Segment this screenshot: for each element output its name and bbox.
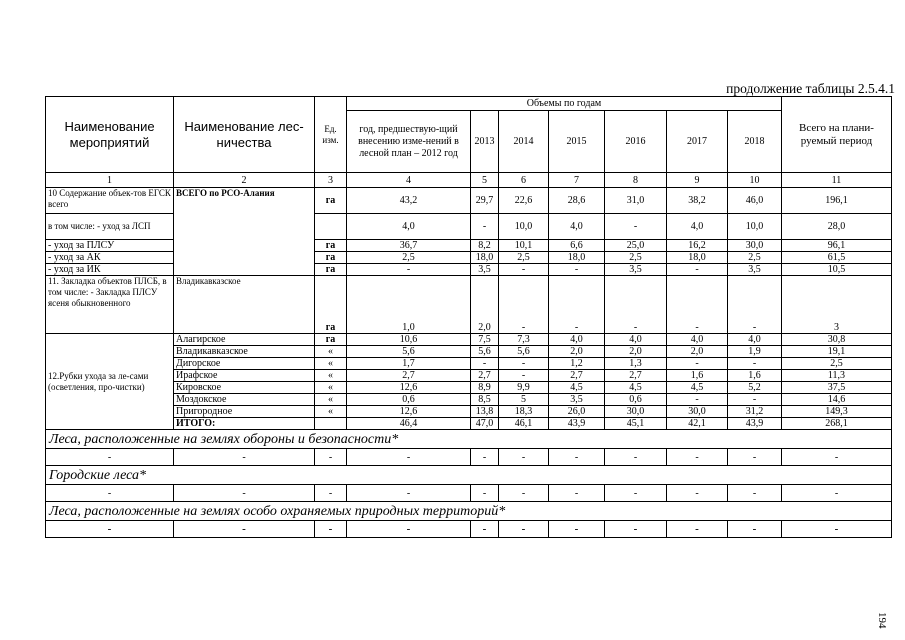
value-cell: 7,5	[471, 334, 499, 346]
unit-cell	[315, 418, 347, 430]
value-cell: 4,0	[605, 334, 667, 346]
dash-cell: -	[315, 449, 347, 466]
col-number: 3	[315, 173, 347, 188]
value-cell: 8,5	[471, 394, 499, 406]
value-cell: 8,9	[471, 382, 499, 394]
value-cell: 3,5	[605, 264, 667, 276]
col-number: 7	[549, 173, 605, 188]
measure-name: 12.Рубки ухода за ле-сами (осветления, про-чистки)	[46, 334, 174, 430]
unit-cell: «	[315, 382, 347, 394]
value-cell: -	[667, 264, 728, 276]
value-cell: 3,5	[549, 394, 605, 406]
header-2014: 2014	[499, 111, 549, 173]
col-number: 11	[782, 173, 892, 188]
value-cell: -	[347, 264, 471, 276]
measure-name: 10 Содержание объек-тов ЕГСК всего	[46, 188, 174, 214]
value-cell: 22,6	[499, 188, 549, 214]
dash-cell: -	[782, 521, 892, 538]
value-cell: 2,0	[605, 346, 667, 358]
value-cell: 5,6	[347, 346, 471, 358]
value-cell: 61,5	[782, 252, 892, 264]
value-cell: 5	[499, 394, 549, 406]
value-cell: 14,6	[782, 394, 892, 406]
value-cell: 2,5	[347, 252, 471, 264]
section-title-protected: Леса, расположенные на землях особо охраняемых природных территорий*	[46, 502, 892, 521]
value-cell: -	[605, 214, 667, 240]
value-cell: 5,6	[471, 346, 499, 358]
page-number: 194	[876, 612, 888, 629]
section-title-urban: Городские леса*	[46, 466, 892, 485]
value-cell: 0,6	[347, 394, 471, 406]
value-cell: 28,0	[782, 214, 892, 240]
value-cell: 10,6	[347, 334, 471, 346]
header-total: Всего на плани-руемый период	[782, 97, 892, 173]
col-number: 4	[347, 173, 471, 188]
empty-row	[46, 485, 892, 502]
value-cell: -	[499, 264, 549, 276]
header-2017: 2017	[667, 111, 728, 173]
value-cell: 10,0	[499, 214, 549, 240]
forestry-name: ВСЕГО по РСО-Алания	[174, 188, 315, 276]
value-cell: 2,7	[347, 370, 471, 382]
dash-cell: -	[499, 449, 549, 466]
unit-cell	[315, 214, 347, 240]
empty-row	[46, 521, 892, 538]
col-number: 1	[46, 173, 174, 188]
value-cell: 4,0	[728, 334, 782, 346]
unit-cell: «	[315, 370, 347, 382]
dash-cell: -	[605, 521, 667, 538]
value-cell: 268,1	[782, 418, 892, 430]
table-row	[46, 334, 892, 346]
value-cell: 149,3	[782, 406, 892, 418]
dash-cell: -	[667, 449, 728, 466]
forestry-name: Владикавказское	[174, 276, 315, 334]
value-cell: 10,0	[728, 214, 782, 240]
dash-cell: -	[499, 521, 549, 538]
dash-cell: -	[782, 485, 892, 502]
table-row	[46, 276, 892, 334]
value-cell: 4,0	[549, 334, 605, 346]
value-cell: 38,2	[667, 188, 728, 214]
value-cell: 1,6	[728, 370, 782, 382]
section-title-defense: Леса, расположенные на землях обороны и безопасности*	[46, 430, 892, 449]
unit-cell: га	[315, 276, 347, 334]
unit-cell: га	[315, 240, 347, 252]
unit-cell: «	[315, 406, 347, 418]
value-cell: 9,9	[499, 382, 549, 394]
dash-cell: -	[347, 449, 471, 466]
measure-name: в том числе: - уход за ЛСП	[46, 214, 174, 240]
dash-cell: -	[471, 521, 499, 538]
value-cell: -	[605, 276, 667, 334]
forestry-name: Ирафское	[174, 370, 315, 382]
value-cell: -	[471, 358, 499, 370]
value-cell: -	[667, 394, 728, 406]
header-volumes: Объемы по годам	[347, 97, 782, 111]
value-cell: 19,1	[782, 346, 892, 358]
dash-cell: -	[46, 521, 174, 538]
dash-cell: -	[174, 449, 315, 466]
dash-cell: -	[728, 449, 782, 466]
measure-name: - уход за АК	[46, 252, 174, 264]
dash-cell: -	[315, 485, 347, 502]
section-row	[46, 502, 892, 521]
value-cell: 10,5	[782, 264, 892, 276]
value-cell: 18,0	[667, 252, 728, 264]
dash-cell: -	[46, 449, 174, 466]
unit-cell: га	[315, 264, 347, 276]
dash-cell: -	[782, 449, 892, 466]
value-cell: 18,0	[471, 252, 499, 264]
header-2013: 2013	[471, 111, 499, 173]
col-number: 2	[174, 173, 315, 188]
value-cell: 31,2	[728, 406, 782, 418]
value-cell: 4,5	[667, 382, 728, 394]
value-cell: 26,0	[549, 406, 605, 418]
dash-cell: -	[347, 485, 471, 502]
value-cell: -	[549, 276, 605, 334]
empty-row	[46, 449, 892, 466]
dash-cell: -	[315, 521, 347, 538]
value-cell: 4,0	[667, 334, 728, 346]
value-cell: -	[499, 276, 549, 334]
measure-name: - уход за ПЛСУ	[46, 240, 174, 252]
value-cell: 31,0	[605, 188, 667, 214]
dash-cell: -	[174, 521, 315, 538]
measure-name: - уход за ИК	[46, 264, 174, 276]
value-cell: -	[728, 394, 782, 406]
value-cell: 43,2	[347, 188, 471, 214]
value-cell: 46,1	[499, 418, 549, 430]
value-cell: 1,9	[728, 346, 782, 358]
value-cell: 3	[782, 276, 892, 334]
value-cell: 2,7	[549, 370, 605, 382]
unit-cell: га	[315, 188, 347, 214]
value-cell: 5,2	[728, 382, 782, 394]
header-2018: 2018	[728, 111, 782, 173]
value-cell: 10,1	[499, 240, 549, 252]
forestry-name: Пригородное	[174, 406, 315, 418]
value-cell: -	[549, 264, 605, 276]
col-number: 10	[728, 173, 782, 188]
value-cell: 30,0	[667, 406, 728, 418]
value-cell: 2,5	[728, 252, 782, 264]
forestry-table	[45, 96, 892, 538]
value-cell: 1,3	[605, 358, 667, 370]
value-cell: 3,5	[728, 264, 782, 276]
value-cell: 30,0	[728, 240, 782, 252]
value-cell: 2,0	[667, 346, 728, 358]
value-cell: 42,1	[667, 418, 728, 430]
value-cell: 196,1	[782, 188, 892, 214]
value-cell: -	[667, 276, 728, 334]
value-cell: 2,5	[605, 252, 667, 264]
value-cell: -	[728, 358, 782, 370]
value-cell: 11,3	[782, 370, 892, 382]
value-cell: 2,7	[471, 370, 499, 382]
dash-cell: -	[667, 485, 728, 502]
dash-cell: -	[728, 485, 782, 502]
value-cell: 43,9	[549, 418, 605, 430]
value-cell: 13,8	[471, 406, 499, 418]
section-row	[46, 466, 892, 485]
header-2016: 2016	[605, 111, 667, 173]
value-cell: 16,2	[667, 240, 728, 252]
dash-cell: -	[347, 521, 471, 538]
dash-cell: -	[728, 521, 782, 538]
value-cell: 4,5	[549, 382, 605, 394]
value-cell: 30,0	[605, 406, 667, 418]
unit-cell: га	[315, 334, 347, 346]
header-measure: Наименование мероприятий	[46, 97, 174, 173]
value-cell: 47,0	[471, 418, 499, 430]
value-cell: 7,3	[499, 334, 549, 346]
value-cell: 1,2	[549, 358, 605, 370]
value-cell: 18,3	[499, 406, 549, 418]
dash-cell: -	[46, 485, 174, 502]
section-row	[46, 430, 892, 449]
table-row	[46, 240, 892, 252]
value-cell: 5,6	[499, 346, 549, 358]
value-cell: 46,4	[347, 418, 471, 430]
value-cell: 6,6	[549, 240, 605, 252]
unit-cell: га	[315, 252, 347, 264]
value-cell: 18,0	[549, 252, 605, 264]
dash-cell: -	[471, 449, 499, 466]
unit-cell: «	[315, 346, 347, 358]
dash-cell: -	[174, 485, 315, 502]
value-cell: 2,0	[471, 276, 499, 334]
dash-cell: -	[549, 521, 605, 538]
dash-cell: -	[499, 485, 549, 502]
value-cell: 1,7	[347, 358, 471, 370]
value-cell: 4,0	[549, 214, 605, 240]
unit-cell: «	[315, 394, 347, 406]
header-unit: Ед. изм.	[315, 97, 347, 173]
value-cell: 25,0	[605, 240, 667, 252]
value-cell: 30,8	[782, 334, 892, 346]
table-row	[46, 252, 892, 264]
forestry-name: Алагирское	[174, 334, 315, 346]
forestry-name: Владикавказское	[174, 346, 315, 358]
value-cell: 12,6	[347, 406, 471, 418]
value-cell: 0,6	[605, 394, 667, 406]
table-row	[46, 214, 892, 240]
value-cell: 43,9	[728, 418, 782, 430]
value-cell: 2,5	[499, 252, 549, 264]
col-number: 9	[667, 173, 728, 188]
value-cell: -	[728, 276, 782, 334]
col-number: 5	[471, 173, 499, 188]
forestry-name: Кировское	[174, 382, 315, 394]
value-cell: 2,7	[605, 370, 667, 382]
dash-cell: -	[605, 449, 667, 466]
header-2015: 2015	[549, 111, 605, 173]
value-cell: -	[499, 358, 549, 370]
value-cell: 1,0	[347, 276, 471, 334]
value-cell: 2,5	[782, 358, 892, 370]
value-cell: 28,6	[549, 188, 605, 214]
value-cell: 4,5	[605, 382, 667, 394]
unit-cell: «	[315, 358, 347, 370]
forestry-name: Дигорское	[174, 358, 315, 370]
dash-cell: -	[549, 485, 605, 502]
measure-name: 11. Закладка объектов ПЛСБ, в том числе: - Закладка ПЛСУ ясеня обыкновенного	[46, 276, 174, 334]
value-cell: -	[499, 370, 549, 382]
col-number: 8	[605, 173, 667, 188]
value-cell: 96,1	[782, 240, 892, 252]
table-row	[46, 188, 892, 214]
dash-cell: -	[667, 521, 728, 538]
value-cell: 3,5	[471, 264, 499, 276]
value-cell: 2,0	[549, 346, 605, 358]
value-cell: 46,0	[728, 188, 782, 214]
total-label: ИТОГО:	[174, 418, 315, 430]
value-cell: 4,0	[347, 214, 471, 240]
col-number: 6	[499, 173, 549, 188]
value-cell: 4,0	[667, 214, 728, 240]
value-cell: -	[667, 358, 728, 370]
dash-cell: -	[549, 449, 605, 466]
dash-cell: -	[605, 485, 667, 502]
value-cell: 37,5	[782, 382, 892, 394]
value-cell: 1,6	[667, 370, 728, 382]
dash-cell: -	[471, 485, 499, 502]
header-prev-year: год, предшествую-щий внесению изме-нений в лесной план – 2012 год	[347, 111, 471, 173]
value-cell: -	[471, 214, 499, 240]
numbering-row	[46, 173, 892, 188]
table-caption: продолжение таблицы 2.5.4.1	[726, 81, 895, 96]
value-cell: 45,1	[605, 418, 667, 430]
forestry-name: Моздокское	[174, 394, 315, 406]
value-cell: 12,6	[347, 382, 471, 394]
table-row	[46, 264, 892, 276]
value-cell: 8,2	[471, 240, 499, 252]
header-forestry: Наименование лес-ничества	[174, 97, 315, 173]
value-cell: 36,7	[347, 240, 471, 252]
value-cell: 29,7	[471, 188, 499, 214]
